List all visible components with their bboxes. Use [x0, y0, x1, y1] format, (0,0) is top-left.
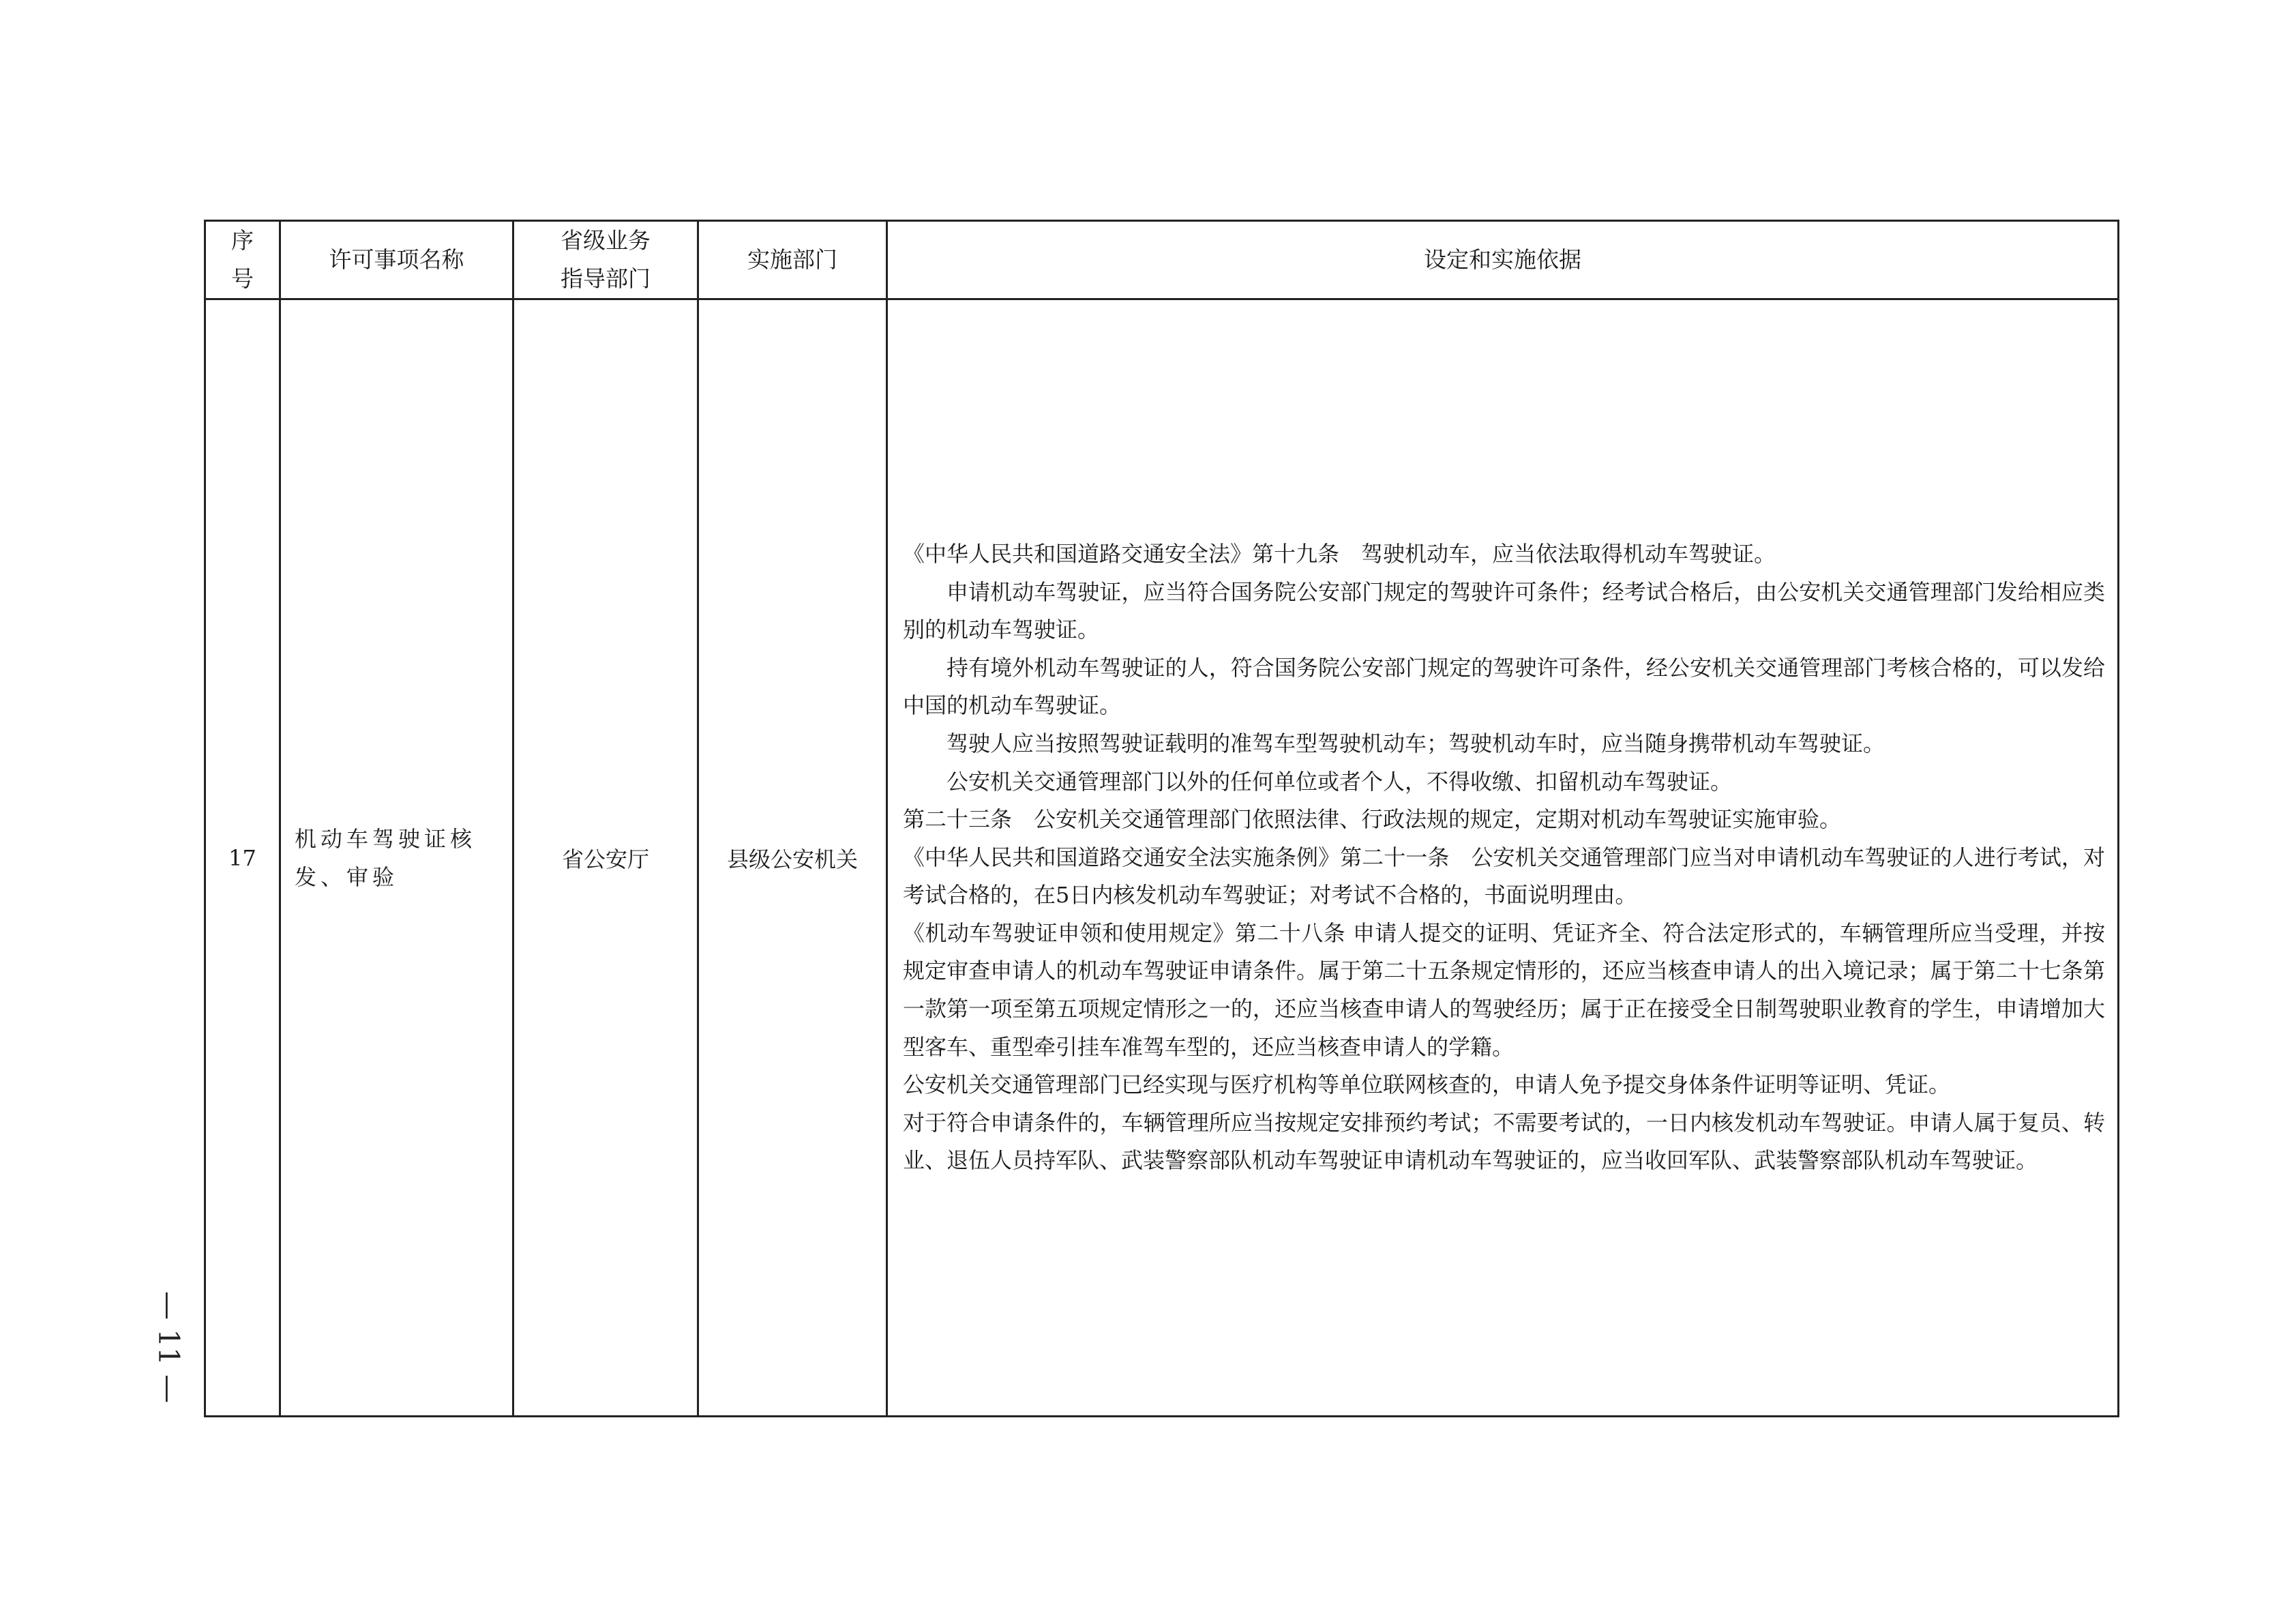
table-header — [205, 221, 2119, 299]
table-body — [205, 299, 2119, 1417]
header-guidance-dept — [513, 221, 698, 299]
header-seq-line-2: 号 — [231, 265, 254, 292]
row-legal-basis — [887, 299, 2119, 1417]
permit-table — [204, 220, 2119, 1417]
row-implementing-dept: 县级公安机关 — [698, 299, 887, 1417]
basis-paragraph: 公安机关交通管理部门以外的任何单位或者个人，不得收缴、扣留机动车驾驶证。 — [946, 768, 1733, 795]
header-legal-basis: 设定和实施依据 — [887, 221, 2119, 299]
basis-paragraph: 《机动车驾驶证申领和使用规定》第二十八条 申请人提交的证明、凭证齐全、符合法定形式的，车辆管理所应当受理，并按规定审查申请人的机动车驾驶证申请条件。属于第二十五条规定情形的，还应当核查申请人的出入境记录；属于第二十七条第一款第一项至第五项规定情形之一的，还应当核查申请人的驾驶经历；属于正在接受全日制驾驶职业教育的学生，申请增加大型客车、重型牵引挂车准驾车型的，还应当核查申请人的学籍。 — [903, 919, 2105, 1060]
basis-paragraph: 《中华人民共和国道路交通安全法》第十九条 驾驶机动车，应当依法取得机动车驾驶证。 — [903, 540, 1776, 567]
header-item-name: 许可事项名称 — [280, 221, 513, 299]
row-guidance-dept: 省公安厅 — [513, 299, 698, 1417]
page-number: — 11 — — [152, 1290, 185, 1404]
header-seq — [205, 221, 280, 299]
header-dept-line-1: 省级业务 — [561, 227, 651, 254]
basis-paragraph: 对于符合申请条件的，车辆管理所应当按规定安排预约考试；不需要考试的，一日内核发机动车驾驶证。申请人属于复员、转业、退伍人员持军队、武装警察部队机动车驾驶证申请机动车驾驶证的，应当收回军队、武装警察部队机动车驾驶证。 — [903, 1109, 2105, 1174]
header-seq-line-1: 序 — [231, 227, 254, 254]
basis-paragraph: 第二十三条 公安机关交通管理部门依照法律、行政法规的规定，定期对机动车驾驶证实施审验。 — [903, 806, 1842, 833]
row-item-name: 机动车驾驶证核发、审验 — [280, 299, 513, 1417]
basis-paragraph: 申请机动车驾驶证，应当符合国务院公安部门规定的驾驶许可条件；经考试合格后，由公安机关交通管理部门发给相应类别的机动车驾驶证。 — [903, 578, 2105, 643]
header-dept-line-2: 指导部门 — [561, 265, 651, 292]
row-seq: 17 — [205, 299, 280, 1417]
basis-paragraph: 持有境外机动车驾驶证的人，符合国务院公安部门规定的驾驶许可条件，经公安机关交通管理部门考核合格的，可以发给中国的机动车驾驶证。 — [903, 654, 2105, 719]
basis-paragraph: 公安机关交通管理部门已经实现与医疗机构等单位联网核查的，申请人免予提交身体条件证明等证明、凭证。 — [903, 1072, 1951, 1098]
basis-paragraph: 驾驶人应当按照驾驶证载明的准驾车型驾驶机动车；驾驶机动车时，应当随身携带机动车驾驶证。 — [946, 730, 1885, 756]
header-row — [205, 221, 2119, 299]
table-row — [205, 299, 2119, 1417]
basis-paragraph: 《中华人民共和国道路交通安全法实施条例》第二十一条 公安机关交通管理部门应当对申请机动车驾驶证的人进行考试，对考试合格的，在5日内核发机动车驾驶证；对考试不合格的，书面说明理由。 — [903, 844, 2105, 909]
header-implementing-dept: 实施部门 — [698, 221, 887, 299]
